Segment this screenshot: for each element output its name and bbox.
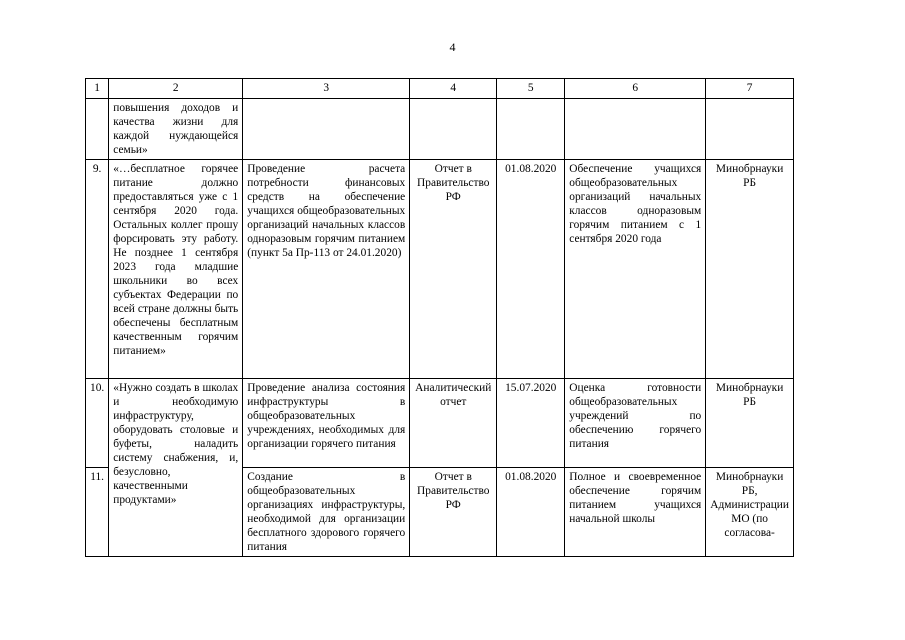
table-row [86,379,794,468]
quote-cell: повышения доходов и качества жизни для каждой нуждающейся семьи» [109,99,243,160]
result-cell: Обеспечение учащихся общеобразовательных организаций начальных классов одноразовым горячим питанием с 1 сентября 2020 года [565,160,706,379]
report-cell: Аналитический отчет [410,379,497,468]
date-cell: 01.08.2020 [497,468,565,557]
page-number: 4 [449,40,456,54]
action-cell: Проведение анализа состояния инфраструктуры в общеобразовательных учреждениях, необходимых для организации горячего питания [243,379,410,468]
responsible-cell: Минобрнауки РБ, Администрации МО (по согласова- [706,468,794,557]
action-cell: Создание в общеобразовательных организациях инфраструктуры, необходимой для организации бесплатного здорового горячего питания [243,468,410,557]
quote-cell: «Нужно создать в школах и необходимую инфраструктуру, оборудовать столовые и буфеты, наладить систему снабжения, и, безусловно, качественными продуктами» [109,379,243,557]
result-cell: Полное и своевременное обеспечение горячим питанием учащихся начальной школы [565,468,706,557]
action-cell: Проведение расчета потребности финансовых средств на обеспечение учащихся общеобразовательных организаций начальных классов одноразовым горячим питанием (пункт 5а Пр-113 от 24.01.2020) [243,160,410,379]
responsible-cell [706,99,794,160]
quote-cell: «…бесплатное горячее питание должно предоставляться уже с 1 сентября 2020 года. Остальных коллег прошу форсировать эту работу. Не позднее 1 сентября 2023 года младшие школьники во всех субъектах Федерации по всей стране должны быть обеспечены бесплатным качественным горячим питанием» [109,160,243,379]
responsible-cell: Минобрнауки РБ [706,379,794,468]
header-row [86,79,794,99]
row-number [86,99,109,160]
header-cell: 1 [86,79,109,99]
plan-table [85,78,794,557]
row-number: 11. [86,468,109,557]
header-cell: 3 [243,79,410,99]
action-cell [243,99,410,160]
result-cell: Оценка готовности общеобразовательных учреждений по обеспечению горячего питания [565,379,706,468]
header-cell: 4 [410,79,497,99]
report-cell: Отчет в Правительство РФ [410,468,497,557]
result-cell [565,99,706,160]
table-row [86,99,794,160]
header-cell: 5 [497,79,565,99]
report-cell: Отчет в Правительство РФ [410,160,497,379]
report-cell [410,99,497,160]
row-number: 10. [86,379,109,468]
header-cell: 6 [565,79,706,99]
row-number: 9. [86,160,109,379]
table-row [86,160,794,379]
header-cell: 2 [109,79,243,99]
date-cell: 01.08.2020 [497,160,565,379]
date-cell: 15.07.2020 [497,379,565,468]
responsible-cell: Минобрнауки РБ [706,160,794,379]
header-cell: 7 [706,79,794,99]
date-cell [497,99,565,160]
